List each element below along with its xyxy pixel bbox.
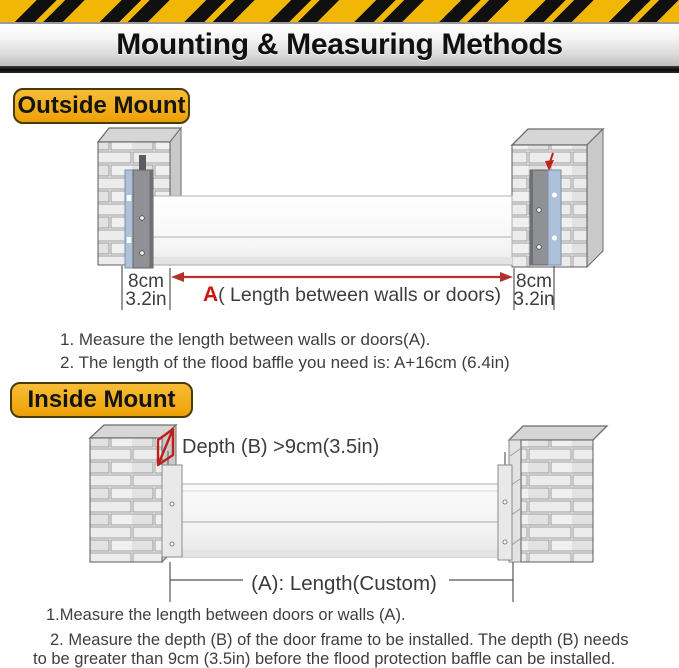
outside-mount-diagram <box>0 125 679 317</box>
gap-left-cm: 8cm <box>128 271 164 292</box>
banner-shadow-bar <box>0 66 679 73</box>
length-measure <box>170 562 513 602</box>
gap-right-cm: 8cm <box>516 271 552 292</box>
depth-label: Depth (B) >9cm(3.5in) <box>182 436 380 458</box>
inside-instructions <box>0 606 679 668</box>
gap-left-in: 3.2in <box>125 289 167 310</box>
instruction-line: 1.Measure the length between doors or walls (A). <box>46 606 406 624</box>
inside-mount-diagram <box>0 422 679 606</box>
hazard-stripe-banner <box>0 0 679 24</box>
flood-baffle-panel <box>182 484 498 557</box>
instruction-line: 1. Measure the length between walls or doors(A). <box>60 330 431 349</box>
span-label: A( Length between walls or doors) <box>202 283 502 306</box>
outside-instructions <box>60 328 510 374</box>
mounting-bracket-left <box>125 155 153 268</box>
inside-mount-badge: Inside Mount <box>10 382 193 418</box>
page-title: Mounting & Measuring Methods <box>116 28 563 61</box>
length-label: (A): Length(Custom) <box>251 572 437 595</box>
mounting-plate-right <box>498 452 512 560</box>
title-banner <box>0 24 679 66</box>
instruction-line: 2. The length of the flood baffle you need is: A+16cm (6.4in) <box>60 353 510 372</box>
right-pillar <box>509 426 607 562</box>
outside-mount-badge: Outside Mount <box>13 88 190 124</box>
flood-baffle-panel <box>153 196 512 265</box>
instruction-line: to be greater than 9cm (3.5in) before the flood protection baffle can be installed. <box>33 650 616 668</box>
mounting-bracket-right <box>530 153 561 265</box>
gap-right-in: 3.2in <box>513 289 555 310</box>
instruction-line: 2. Measure the depth (B) of the door frame to be installed. The depth (B) needs <box>50 631 629 649</box>
mounting-plate-left <box>162 451 182 557</box>
width-measure <box>122 266 555 310</box>
